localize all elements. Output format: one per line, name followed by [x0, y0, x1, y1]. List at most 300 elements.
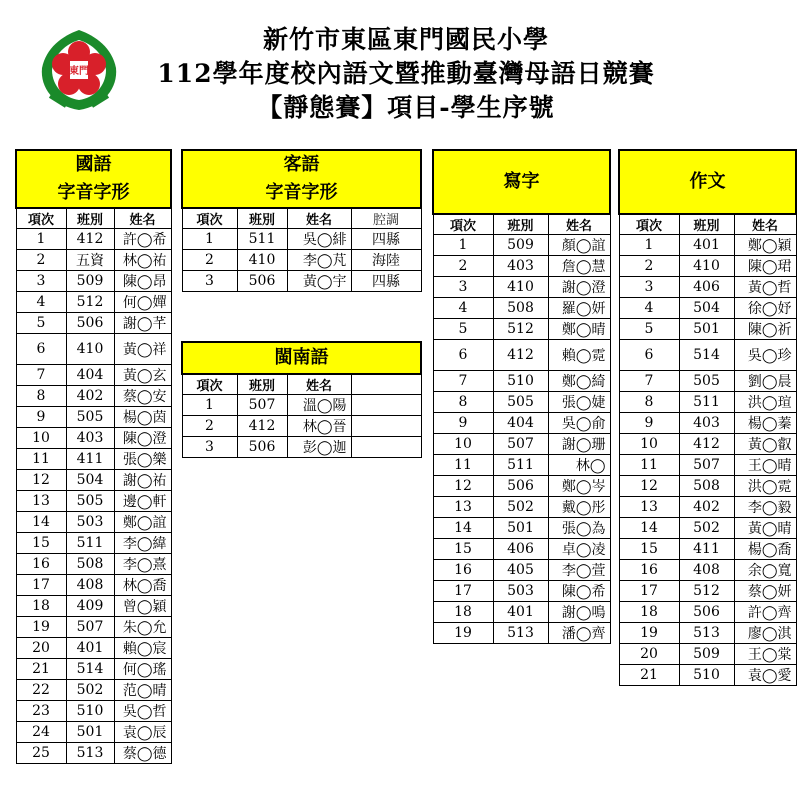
- cell-index: 18: [433, 602, 493, 623]
- col-header-index: 項次: [182, 208, 237, 229]
- table-row: [182, 271, 421, 292]
- cell-class: 511: [237, 229, 287, 250]
- cell-class: 503: [493, 581, 548, 602]
- cell-name: 劉◯晨: [734, 371, 796, 392]
- cell-name: 邊◯軒: [114, 491, 171, 512]
- cell-index: 9: [433, 413, 493, 434]
- cell-index: 3: [182, 271, 237, 292]
- table-row: [16, 743, 171, 764]
- cell-class: 401: [66, 638, 114, 659]
- cell-class: 410: [66, 334, 114, 365]
- cell-class: 513: [66, 743, 114, 764]
- cell-class: 513: [679, 623, 734, 644]
- cell-name: 賴◯霓: [548, 340, 610, 371]
- cell-class: 411: [679, 539, 734, 560]
- cell-class: 404: [66, 365, 114, 386]
- cell-name: 何◯瑤: [114, 659, 171, 680]
- cell-name: 黃◯叡: [734, 434, 796, 455]
- cell-index: 17: [16, 575, 66, 596]
- table-row: [433, 602, 610, 623]
- cell-class: 510: [493, 371, 548, 392]
- cell-index: 7: [433, 371, 493, 392]
- table-row: [433, 560, 610, 581]
- cell-name: 張◯婕: [548, 392, 610, 413]
- cell-class: 511: [493, 455, 548, 476]
- table-row: [182, 229, 421, 250]
- cell-index: 4: [433, 298, 493, 319]
- cell-index: 6: [619, 340, 679, 371]
- cell-index: 18: [16, 596, 66, 617]
- table-row: [619, 539, 796, 560]
- cell-index: 16: [16, 554, 66, 575]
- cell-index: 12: [619, 476, 679, 497]
- table-row: [433, 455, 610, 476]
- cell-name: 袁◯辰: [114, 722, 171, 743]
- cell-index: 20: [619, 644, 679, 665]
- cell-index: 14: [619, 518, 679, 539]
- cell-name: 彭◯迦: [287, 437, 351, 458]
- table-row: [16, 701, 171, 722]
- cell-index: 19: [619, 623, 679, 644]
- cell-class: 五資: [66, 250, 114, 271]
- table-row: [619, 560, 796, 581]
- cell-class: 408: [679, 560, 734, 581]
- cell-index: 1: [182, 229, 237, 250]
- table-row: [433, 319, 610, 340]
- cell-index: 10: [619, 434, 679, 455]
- cell-class: 507: [493, 434, 548, 455]
- table-row: [16, 491, 171, 512]
- table-row: [182, 437, 421, 458]
- cell-class: 403: [493, 256, 548, 277]
- cell-name: 楊◯喬: [734, 539, 796, 560]
- table-row: [16, 313, 171, 334]
- hakka-title: 客語 字音字形: [182, 150, 421, 208]
- cell-name: 曾◯穎: [114, 596, 171, 617]
- cell-name: 范◯晴: [114, 680, 171, 701]
- cell-class: 403: [66, 428, 114, 449]
- cell-class: 410: [679, 256, 734, 277]
- cell-name: 張◯為: [548, 518, 610, 539]
- table-row: [619, 665, 796, 686]
- cell-name: 蔡◯安: [114, 386, 171, 407]
- table-row: [16, 271, 171, 292]
- cell-name: 吳◯俞: [548, 413, 610, 434]
- cell-class: 502: [66, 680, 114, 701]
- cell-name: 張◯樂: [114, 449, 171, 470]
- cell-name: 戴◯彤: [548, 497, 610, 518]
- table-row: [619, 371, 796, 392]
- cell-index: 24: [16, 722, 66, 743]
- table-row: [619, 413, 796, 434]
- cell-class: 502: [679, 518, 734, 539]
- table-row: [619, 644, 796, 665]
- cell-index: 3: [619, 277, 679, 298]
- table-row: [619, 319, 796, 340]
- cell-class: 512: [66, 292, 114, 313]
- cell-index: 21: [619, 665, 679, 686]
- table-row: [16, 575, 171, 596]
- cell-index: 1: [433, 235, 493, 256]
- cell-class: 508: [679, 476, 734, 497]
- table-row: [619, 602, 796, 623]
- table-row: [16, 449, 171, 470]
- cell-name: 鄭◯晴: [548, 319, 610, 340]
- table-row: [619, 497, 796, 518]
- cell-class: 506: [66, 313, 114, 334]
- cell-class: 508: [66, 554, 114, 575]
- page-header: [0, 0, 812, 140]
- cell-name: 蔡◯德: [114, 743, 171, 764]
- cell-name: 袁◯愛: [734, 665, 796, 686]
- cell-name: 陳◯希: [548, 581, 610, 602]
- cell-name: 陳◯珺: [734, 256, 796, 277]
- col-header-name: 姓名: [287, 208, 351, 229]
- cell-name: 李◯熹: [114, 554, 171, 575]
- cell-index: 2: [182, 250, 237, 271]
- cell-name: 許◯齊: [734, 602, 796, 623]
- table-row: [433, 497, 610, 518]
- cell-index: 2: [619, 256, 679, 277]
- hakka-table: [181, 149, 422, 292]
- cell-class: 506: [493, 476, 548, 497]
- col-header-index: 項次: [433, 214, 493, 235]
- table-row: [16, 512, 171, 533]
- cell-class: 412: [679, 434, 734, 455]
- cell-index: 6: [16, 334, 66, 365]
- cell-index: 1: [16, 229, 66, 250]
- cell-name: 陳◯澄: [114, 428, 171, 449]
- cell-class: 514: [66, 659, 114, 680]
- table-row: [16, 722, 171, 743]
- cell-index: 7: [619, 371, 679, 392]
- cell-index: 15: [433, 539, 493, 560]
- cell-class: 505: [66, 407, 114, 428]
- cell-name: 朱◯允: [114, 617, 171, 638]
- cell-index: 4: [16, 292, 66, 313]
- cell-name: 洪◯霓: [734, 476, 796, 497]
- table-row: [16, 292, 171, 313]
- col-header-class: 班別: [237, 374, 287, 395]
- cell-class: 508: [493, 298, 548, 319]
- table-row: [619, 434, 796, 455]
- cell-index: 5: [16, 313, 66, 334]
- table-row: [433, 476, 610, 497]
- col-header-class: 班別: [66, 208, 114, 229]
- cell-class: 412: [237, 416, 287, 437]
- cell-class: 408: [66, 575, 114, 596]
- cell-name: 李◯萱: [548, 560, 610, 581]
- cell-class: 513: [493, 623, 548, 644]
- cell-name: 楊◯茵: [114, 407, 171, 428]
- cell-name: 林◯: [548, 455, 610, 476]
- cell-class: 514: [679, 340, 734, 371]
- cell-index: 19: [433, 623, 493, 644]
- cell-name: 鄭◯岑: [548, 476, 610, 497]
- cell-index: 17: [619, 581, 679, 602]
- table-row: [433, 298, 610, 319]
- cell-class: 506: [237, 271, 287, 292]
- cell-name: 何◯嬋: [114, 292, 171, 313]
- table-row: [433, 539, 610, 560]
- cell-class: 406: [679, 277, 734, 298]
- cell-class: 509: [679, 644, 734, 665]
- cell-name: 陳◯昂: [114, 271, 171, 292]
- cell-index: 25: [16, 743, 66, 764]
- cell-name: 林◯晉: [287, 416, 351, 437]
- cell-class: 405: [493, 560, 548, 581]
- cell-index: 3: [16, 271, 66, 292]
- cell-index: 16: [433, 560, 493, 581]
- table-row: [16, 596, 171, 617]
- table-row: [619, 455, 796, 476]
- cell-index: 12: [433, 476, 493, 497]
- cell-class: 509: [66, 271, 114, 292]
- cell-extra: [351, 395, 421, 416]
- cell-name: 黃◯玄: [114, 365, 171, 386]
- table-row: [16, 533, 171, 554]
- cell-class: 512: [679, 581, 734, 602]
- cell-index: 8: [16, 386, 66, 407]
- cell-index: 19: [16, 617, 66, 638]
- cell-name: 吳◯緋: [287, 229, 351, 250]
- cell-class: 412: [66, 229, 114, 250]
- cell-index: 8: [433, 392, 493, 413]
- mandarin-title: 國語 字音字形: [16, 150, 171, 208]
- table-row: [16, 659, 171, 680]
- table-row: [433, 371, 610, 392]
- minnan-title: 閩南語: [182, 342, 421, 374]
- cell-name: 鄭◯綺: [548, 371, 610, 392]
- cell-index: 17: [433, 581, 493, 602]
- cell-index: 3: [433, 277, 493, 298]
- table-row: [619, 581, 796, 602]
- cell-index: 8: [619, 392, 679, 413]
- cell-index: 9: [16, 407, 66, 428]
- col-header-name: 姓名: [548, 214, 610, 235]
- cell-class: 506: [679, 602, 734, 623]
- section-title: 【靜態賽】項目-學生序號: [257, 93, 555, 122]
- cell-class: 411: [66, 449, 114, 470]
- cell-name: 王◯棠: [734, 644, 796, 665]
- cell-class: 504: [679, 298, 734, 319]
- col-header-class: 班別: [237, 208, 287, 229]
- cell-index: 13: [433, 497, 493, 518]
- table-row: [16, 617, 171, 638]
- table-row: [16, 554, 171, 575]
- cell-index: 10: [16, 428, 66, 449]
- cell-class: 401: [679, 235, 734, 256]
- table-row: [16, 365, 171, 386]
- cell-name: 羅◯妍: [548, 298, 610, 319]
- table-row: [433, 623, 610, 644]
- cell-name: 謝◯珊: [548, 434, 610, 455]
- table-row: [433, 392, 610, 413]
- cell-extra: [351, 437, 421, 458]
- cell-name: 蔡◯妍: [734, 581, 796, 602]
- cell-index: 10: [433, 434, 493, 455]
- cell-name: 洪◯瑄: [734, 392, 796, 413]
- cell-name: 吳◯哲: [114, 701, 171, 722]
- mandarin-table: [15, 149, 172, 764]
- table-row: [433, 277, 610, 298]
- cell-index: 2: [182, 416, 237, 437]
- cell-name: 李◯毅: [734, 497, 796, 518]
- cell-index: 15: [16, 533, 66, 554]
- cell-index: 20: [16, 638, 66, 659]
- essay-table: [618, 149, 797, 686]
- cell-class: 402: [66, 386, 114, 407]
- table-row: [16, 680, 171, 701]
- cell-name: 徐◯妤: [734, 298, 796, 319]
- table-row: [182, 416, 421, 437]
- table-row: [16, 334, 171, 365]
- cell-index: 2: [16, 250, 66, 271]
- col-header-index: 項次: [16, 208, 66, 229]
- cell-class: 402: [679, 497, 734, 518]
- cell-name: 潘◯齊: [548, 623, 610, 644]
- minnan-table: [181, 341, 422, 458]
- cell-class: 507: [66, 617, 114, 638]
- col-header-index: 項次: [182, 374, 237, 395]
- table-row: [619, 235, 796, 256]
- cell-extra: 四縣: [351, 271, 421, 292]
- table-row: [16, 428, 171, 449]
- table-row: [182, 395, 421, 416]
- table-row: [433, 434, 610, 455]
- col-header-index: 項次: [619, 214, 679, 235]
- cell-index: 5: [433, 319, 493, 340]
- cell-name: 鄭◯穎: [734, 235, 796, 256]
- cell-class: 503: [66, 512, 114, 533]
- cell-class: 505: [66, 491, 114, 512]
- cell-index: 13: [619, 497, 679, 518]
- cell-index: 5: [619, 319, 679, 340]
- cell-index: 12: [16, 470, 66, 491]
- cell-name: 陳◯祈: [734, 319, 796, 340]
- table-row: [433, 235, 610, 256]
- table-row: [619, 256, 796, 277]
- col-header-name: 姓名: [114, 208, 171, 229]
- cell-name: 溫◯陽: [287, 395, 351, 416]
- col-header-name: 姓名: [734, 214, 796, 235]
- cell-index: 11: [433, 455, 493, 476]
- cell-index: 13: [16, 491, 66, 512]
- cell-name: 謝◯芊: [114, 313, 171, 334]
- cell-class: 505: [679, 371, 734, 392]
- cell-index: 2: [433, 256, 493, 277]
- cell-name: 謝◯祐: [114, 470, 171, 491]
- cell-index: 14: [433, 518, 493, 539]
- writing-table: [432, 149, 611, 644]
- table-row: [619, 277, 796, 298]
- cell-class: 511: [679, 392, 734, 413]
- table-row: [16, 386, 171, 407]
- cell-name: 賴◯宸: [114, 638, 171, 659]
- writing-title: 寫字: [433, 150, 610, 214]
- cell-name: 許◯希: [114, 229, 171, 250]
- cell-index: 23: [16, 701, 66, 722]
- cell-name: 謝◯鳴: [548, 602, 610, 623]
- cell-class: 510: [679, 665, 734, 686]
- cell-index: 11: [619, 455, 679, 476]
- cell-class: 406: [493, 539, 548, 560]
- cell-class: 403: [679, 413, 734, 434]
- cell-class: 507: [237, 395, 287, 416]
- cell-class: 501: [66, 722, 114, 743]
- table-row: [619, 298, 796, 319]
- table-row: [16, 407, 171, 428]
- table-row: [619, 518, 796, 539]
- table-row: [433, 340, 610, 371]
- cell-class: 509: [493, 235, 548, 256]
- cell-class: 512: [493, 319, 548, 340]
- cell-extra: [351, 416, 421, 437]
- cell-name: 顏◯誼: [548, 235, 610, 256]
- cell-class: 505: [493, 392, 548, 413]
- cell-index: 9: [619, 413, 679, 434]
- cell-class: 401: [493, 602, 548, 623]
- cell-index: 6: [433, 340, 493, 371]
- table-row: [16, 250, 171, 271]
- cell-class: 507: [679, 455, 734, 476]
- cell-class: 511: [66, 533, 114, 554]
- cell-class: 501: [493, 518, 548, 539]
- cell-index: 3: [182, 437, 237, 458]
- cell-name: 黃◯晴: [734, 518, 796, 539]
- cell-name: 吳◯珍: [734, 340, 796, 371]
- col-header-name: 姓名: [287, 374, 351, 395]
- cell-index: 11: [16, 449, 66, 470]
- table-row: [433, 518, 610, 539]
- cell-index: 22: [16, 680, 66, 701]
- logo-text: 東門: [69, 66, 89, 77]
- cell-class: 410: [237, 250, 287, 271]
- school-name: 新竹市東區東門國民小學: [262, 25, 549, 54]
- cell-class: 412: [493, 340, 548, 371]
- cell-class: 409: [66, 596, 114, 617]
- cell-name: 林◯喬: [114, 575, 171, 596]
- cell-class: 502: [493, 497, 548, 518]
- cell-name: 謝◯澄: [548, 277, 610, 298]
- cell-index: 16: [619, 560, 679, 581]
- cell-name: 鄭◯誼: [114, 512, 171, 533]
- col-header-class: 班別: [493, 214, 548, 235]
- cell-name: 楊◯蓁: [734, 413, 796, 434]
- table-row: [619, 476, 796, 497]
- cell-name: 黃◯哲: [734, 277, 796, 298]
- cell-index: 1: [619, 235, 679, 256]
- cell-index: 18: [619, 602, 679, 623]
- table-row: [16, 229, 171, 250]
- cell-index: 14: [16, 512, 66, 533]
- cell-name: 黃◯祥: [114, 334, 171, 365]
- table-row: [619, 623, 796, 644]
- cell-class: 510: [66, 701, 114, 722]
- cell-index: 4: [619, 298, 679, 319]
- table-row: [433, 256, 610, 277]
- cell-index: 7: [16, 365, 66, 386]
- cell-index: 15: [619, 539, 679, 560]
- col-header-blank: [351, 374, 421, 395]
- cell-name: 廖◯淇: [734, 623, 796, 644]
- table-row: [433, 413, 610, 434]
- table-row: [16, 470, 171, 491]
- cell-extra: 四縣: [351, 229, 421, 250]
- cell-index: 21: [16, 659, 66, 680]
- table-row: [619, 340, 796, 371]
- table-row: [16, 638, 171, 659]
